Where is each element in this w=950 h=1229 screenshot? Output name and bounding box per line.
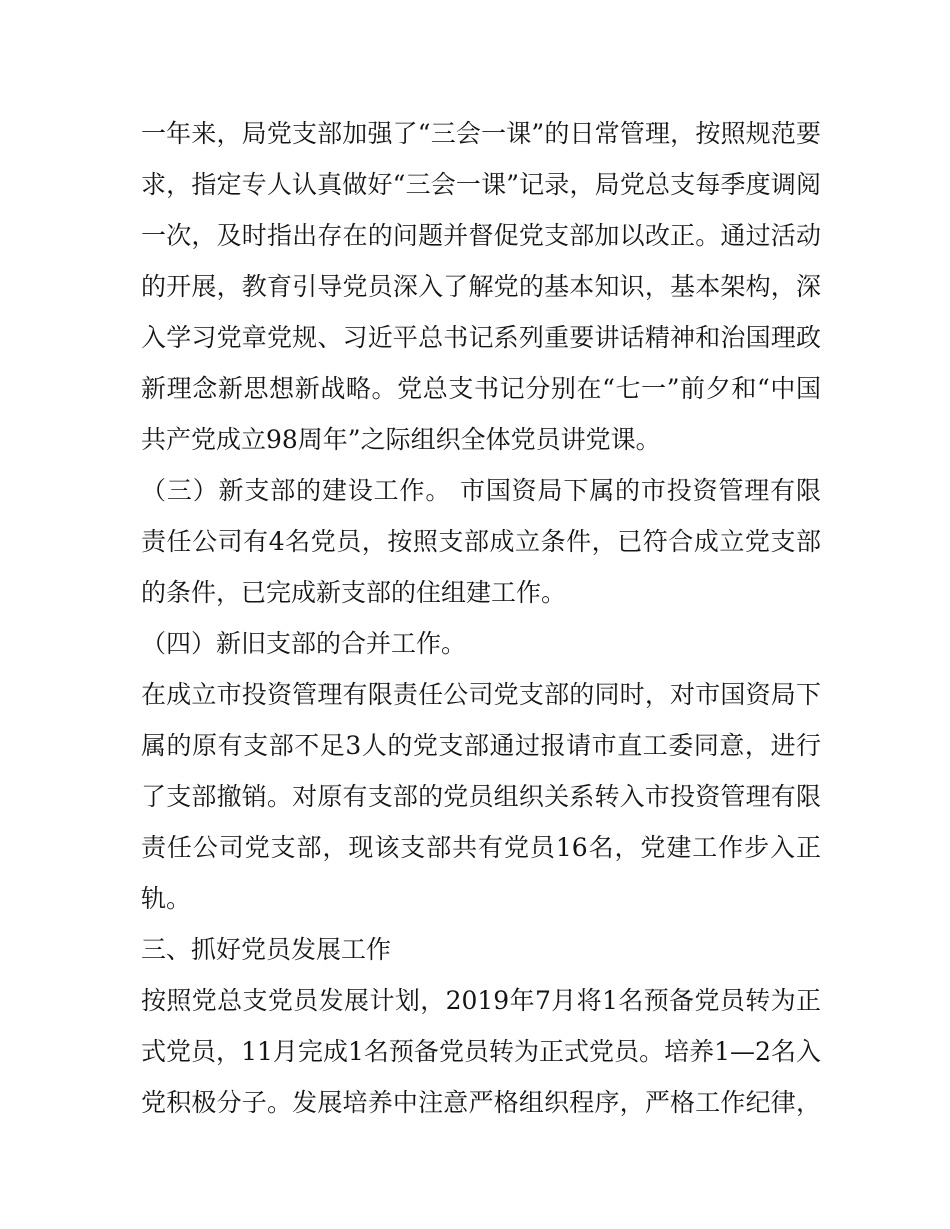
text-line: 式党员，11月完成1名预备党员转为正式党员。培养1—2名入 xyxy=(141,1037,821,1066)
section-heading-party-development: 三、抓好党员发展工作 xyxy=(141,935,392,964)
text-line: 按照党总支党员发展计划，2019年7月将1名预备党员转为正 xyxy=(141,986,821,1015)
text-line: 在成立市投资管理有限责任公司党支部的同时，对市国资局下 xyxy=(141,680,821,709)
section-heading-4: （四）新旧支部的合并工作。 xyxy=(141,629,467,658)
text-line: 责任公司党支部，现该支部共有党员16名，党建工作步入正 xyxy=(141,833,821,862)
text-line: 轨。 xyxy=(141,884,192,913)
text-line: 属的原有支部不足3人的党支部通过报请市直工委同意，进行 xyxy=(141,731,821,760)
text-line: 共产党成立98周年”之际组织全体党员讲党课。 xyxy=(141,425,661,454)
text-line: 了支部撤销。对原有支部的党员组织关系转入市投资管理有限 xyxy=(141,782,821,811)
text-line: 党积极分子。发展培养中注意严格组织程序，严格工作纪律， xyxy=(141,1088,821,1117)
document-body xyxy=(141,108,821,1128)
text-line: 新理念新思想新战略。党总支书记分别在“七一”前夕和“中国 xyxy=(141,374,821,403)
text-line: 一次，及时指出存在的问题并督促党支部加以改正。通过活动 xyxy=(141,221,821,250)
text-line: 一年来，局党支部加强了“三会一课”的日常管理，按照规范要 xyxy=(141,119,821,148)
section-heading-3: （三）新支部的建设工作。 市国资局下属的市投资管理有限 xyxy=(141,476,821,505)
text-line: 入学习党章党规、习近平总书记系列重要讲话精神和治国理政 xyxy=(141,323,821,352)
text-line: 求，指定专人认真做好“三会一课”记录，局党总支每季度调阅 xyxy=(141,170,821,199)
text-line: 的开展，教育引导党员深入了解党的基本知识，基本架构，深 xyxy=(141,272,821,301)
text-line: 责任公司有4名党员，按照支部成立条件，已符合成立党支部 xyxy=(141,527,821,556)
text-line: 的条件，已完成新支部的住组建工作。 xyxy=(141,578,567,607)
